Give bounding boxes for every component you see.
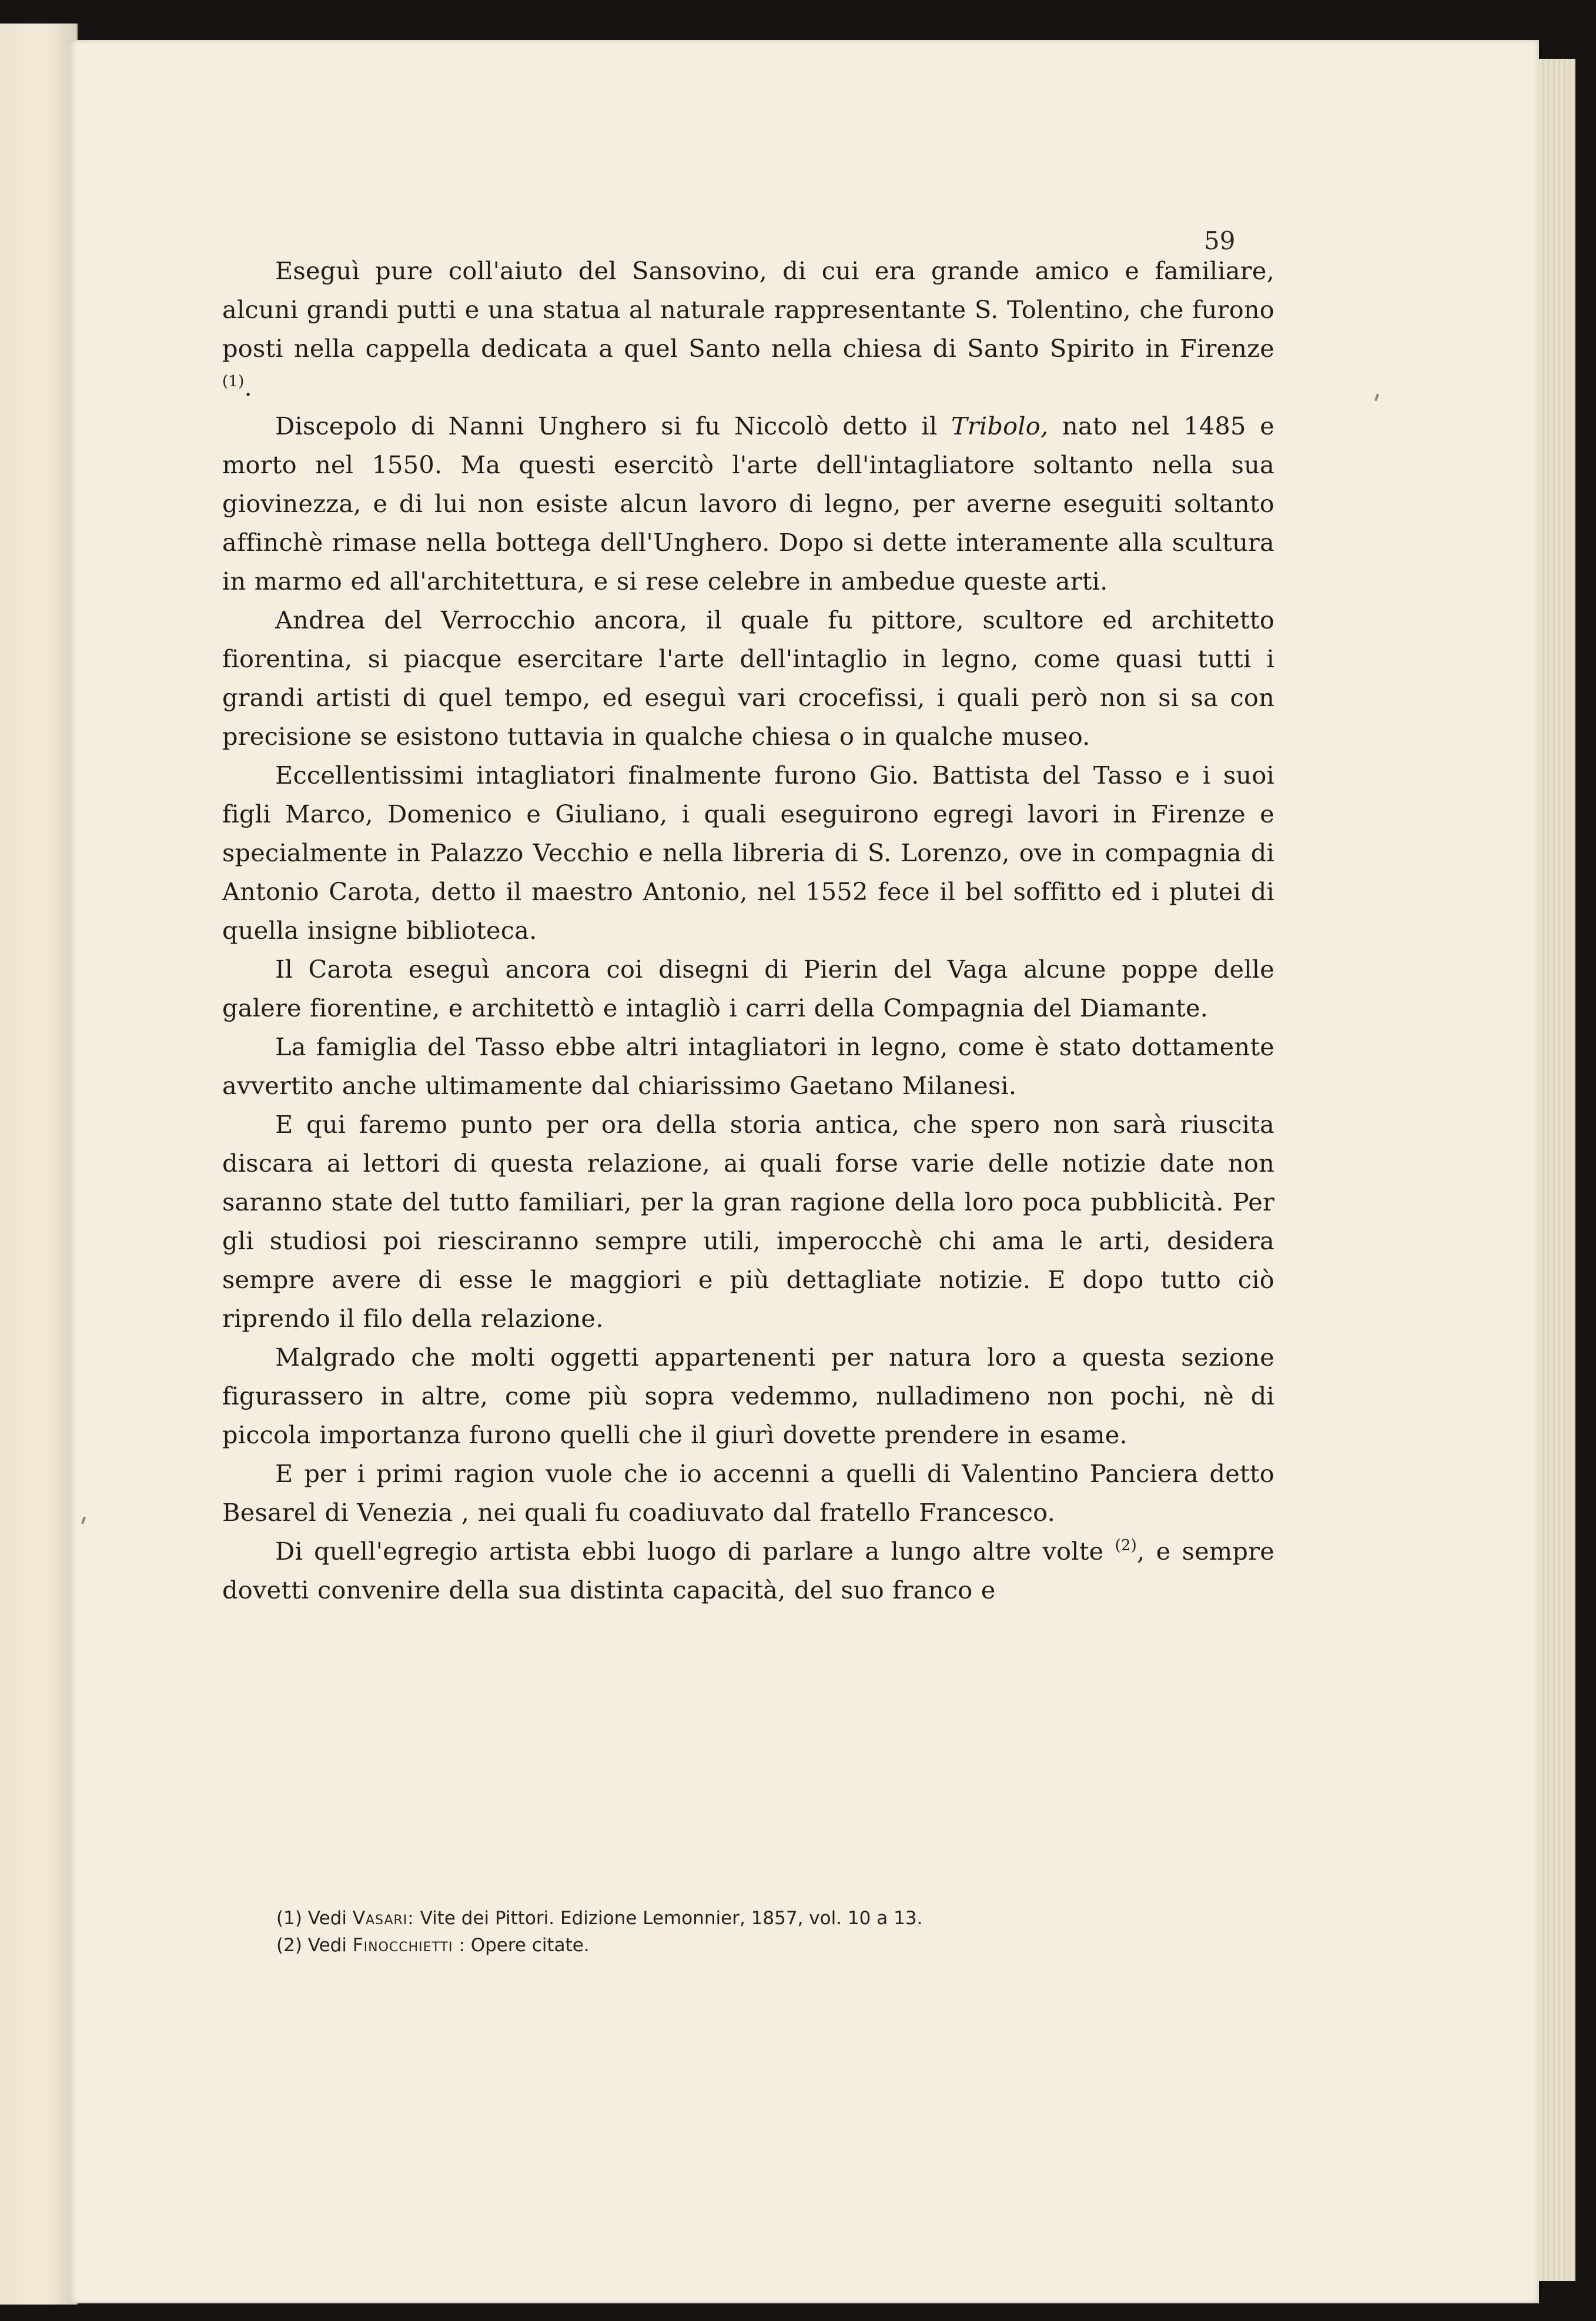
- paragraph-text: La famiglia del Tasso ebbe altri intagliatori in legno, come è stato dottamente avvertito anche ultimamente dal chiarissimo Gaetano Milanesi.: [222, 1032, 1274, 1100]
- paragraph-text: Eccellentissimi intagliatori finalmente furono Gio. Battista del Tasso e i suoi figli Marco, Domenico e Giuliano, i quali eseguirono egregi lavori in Firenze e specialmente in Palazzo Vecchio e nella libreria di S. Lorenzo, ove in compagnia di Antonio Carota, detto il maestro Antonio, nel 1552 fece il bel soffitto ed i plutei di quella insigne biblioteca.: [222, 761, 1274, 945]
- footnote-reference: (2): [1115, 1537, 1137, 1554]
- paragraph-text: E qui faremo punto per ora della storia antica, che spero non sarà riuscita discara ai lettori di questa relazione, ai quali forse varie delle notizie date non saranno state del tutto familiari, per la gran ragione della loro poca pubblicità. Per gli studiosi poi riesciranno sempre utili, imperocchè chi ama le arti, desidera sempre avere di esse le maggiori e più dettagliate notizie. E dopo tutto ciò riprendo il filo della relazione.: [222, 1110, 1274, 1333]
- footnote-text: Vite dei Pittori. Edizione Lemonnier, 1857, vol. 10 a 13.: [420, 1908, 923, 1929]
- footnote-lead: Vedi: [307, 1908, 347, 1929]
- paragraph-text: , e sempre dovetti convenire della sua distinta capacità, del suo franco e: [222, 1537, 1274, 1604]
- footnote-mark: (2): [276, 1935, 302, 1956]
- paragraph: [222, 1454, 1274, 1532]
- paragraph-text: Discepolo di Nanni Unghero si fu Niccolò detto il: [275, 412, 951, 440]
- footnote-author: Finocchietti: [352, 1935, 453, 1956]
- paragraph: [222, 1532, 1274, 1610]
- paragraph-text: Di quell'egregio artista ebbi luogo di parlare a lungo altre volte: [275, 1537, 1115, 1566]
- italic-text: Tribolo,: [951, 412, 1049, 440]
- paragraph: [222, 756, 1274, 950]
- footnote-lead: Vedi: [307, 1935, 347, 1956]
- footnote-reference: (1): [222, 373, 245, 390]
- paragraph-text: Eseguì pure coll'aiuto del Sansovino, di cui era grande amico e familiare, alcuni grandi putti e una statua al naturale rappresentante S. Tolentino, che furono posti nella cappella dedicata a quel Santo nella chiesa di Santo Spirito in Firenze: [222, 256, 1274, 363]
- paragraph: [222, 1105, 1274, 1338]
- footnote-text: : Opere citate.: [459, 1935, 590, 1956]
- paragraph-text: .: [244, 373, 252, 402]
- paragraph-text: Malgrado che molti oggetti appartenenti per natura loro a questa sezione figurassero in altre, come più sopra vedemmo, nulladimeno non pochi, nè di piccola importanza furono quelli che il giurì dovette prendere in esame.: [222, 1343, 1274, 1449]
- paragraph: [222, 601, 1274, 756]
- paragraph: [222, 1028, 1274, 1105]
- paragraph-text: nato nel 1485 e morto nel 1550. Ma questi esercitò l'arte dell'intagliatore soltanto nella sua giovinezza, e di lui non esiste alcun lavoro di legno, per averne eseguiti soltanto affinchè rimase nella bottega dell'Unghero. Dopo si dette interamente alla scultura in marmo ed all'architettura, e si rese celebre in ambedue queste arti.: [222, 412, 1274, 596]
- footnote-mark: (1): [276, 1908, 302, 1929]
- previous-page-edge: [0, 24, 78, 2305]
- paragraph: [222, 407, 1274, 601]
- paragraph-text: E per i primi ragion vuole che io accenni a quelli di Valentino Panciera detto Besarel di Venezia , nei quali fu coadiuvato dal fratello Francesco.: [222, 1459, 1274, 1527]
- paragraph: [222, 1338, 1274, 1454]
- footnotes: [276, 1905, 1276, 1959]
- footnote: [276, 1905, 1276, 1932]
- footnote-author: Vasari:: [352, 1908, 414, 1929]
- paragraph: [222, 252, 1274, 407]
- paragraph-text: Il Carota eseguì ancora coi disegni di Pierin del Vaga alcune poppe delle galere fiorentine, e architettò e intagliò i carri della Compagnia del Diamante.: [222, 955, 1274, 1022]
- paragraph-text: Andrea del Verrocchio ancora, il quale fu pittore, scultore ed architetto fiorentina, si piacque esercitare l'arte dell'intaglio in legno, come quasi tutti i grandi artisti di quel tempo, ed eseguì vari crocefissi, i quali però non si sa con precisione se esistono tuttavia in qualche chiesa o in qualche museo.: [222, 606, 1274, 751]
- page-number: 59: [1204, 226, 1236, 255]
- body-text: [222, 252, 1274, 1610]
- paragraph: [222, 950, 1274, 1028]
- footnote: [276, 1932, 1276, 1959]
